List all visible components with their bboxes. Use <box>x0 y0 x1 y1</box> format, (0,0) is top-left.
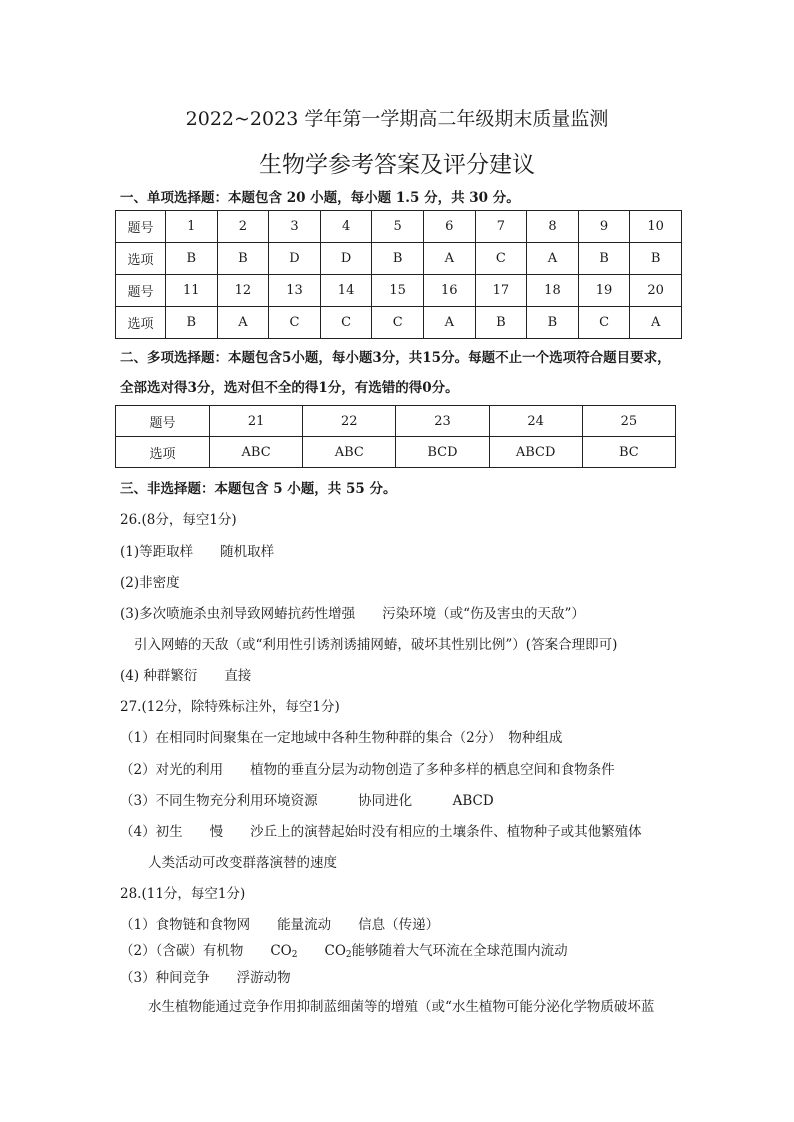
table-cell: A <box>423 243 475 275</box>
table-cell: 14 <box>320 275 372 307</box>
co2-formula: $CO_2$ <box>324 943 352 960</box>
q28-2-suffix: 能够随着大气环流在全球范围内流动 <box>351 943 568 959</box>
table-cell: 9 <box>578 211 630 243</box>
q28-answer-line <box>120 939 568 960</box>
table-cell: 选项 <box>116 307 166 339</box>
table-cell: 8 <box>527 211 579 243</box>
table-cell: BC <box>582 437 675 468</box>
table-cell: B <box>630 243 682 275</box>
q28-answer-line: 水生植物能通过竞争作用抑制蓝细菌等的增殖（或“水生植物可能分泌化学物质破坏蓝 <box>148 999 655 1015</box>
table-cell: B <box>475 307 527 339</box>
section3-heading: 三、非选择题：本题包含 5 小题，共 55 分。 <box>120 481 397 497</box>
table-cell: A <box>423 307 475 339</box>
table-cell: B <box>578 243 630 275</box>
table-cell: C <box>269 307 321 339</box>
table-cell: 12 <box>217 275 269 307</box>
q26-answer-line: 引入网蝽的天敌（或“利用性引诱剂诱捕网蝽，破坏其性别比例”）(答案合理即可) <box>134 637 618 653</box>
table-cell: 19 <box>578 275 630 307</box>
table-cell: B <box>527 307 579 339</box>
table-cell: 23 <box>396 406 489 437</box>
table-cell: B <box>372 243 424 275</box>
table-cell: C <box>320 307 372 339</box>
table-cell: 选项 <box>116 437 210 468</box>
section1-heading: 一、单项选择题：本题包含 20 小题，每小题 1.5 分，共 30 分。 <box>120 190 520 206</box>
table-cell: B <box>166 307 218 339</box>
table-cell: 11 <box>166 275 218 307</box>
table-cell: ABC <box>210 437 303 468</box>
document-subtitle: 生物学参考答案及评分建议 <box>259 152 535 178</box>
table-cell: 题号 <box>116 406 210 437</box>
table-row <box>116 275 682 307</box>
table-cell: 选项 <box>116 243 166 275</box>
table-cell: 5 <box>372 211 424 243</box>
table-cell: A <box>527 243 579 275</box>
table-cell: 24 <box>489 406 582 437</box>
q27-answer-line: （2）对光的利用 植物的垂直分层为动物创造了多种多样的栖息空间和食物条件 <box>120 762 615 778</box>
q26-answer-line: (3)多次喷施杀虫剂导致网蝽抗药性增强 污染环境（或“伤及害虫的天敌”） <box>120 606 585 622</box>
table-cell: B <box>166 243 218 275</box>
table-cell: ABC <box>303 437 396 468</box>
table-cell: D <box>320 243 372 275</box>
table-row <box>116 307 682 339</box>
table-cell: 20 <box>630 275 682 307</box>
q27-answer-line: 人类活动可改变群落演替的速度 <box>148 855 337 871</box>
q28-2-prefix: （2）（含碳）有机物 <box>120 943 271 959</box>
table-row <box>116 406 676 437</box>
q27-header: 27.(12分，除特殊标注外，每空1分) <box>120 699 340 715</box>
table-cell: C <box>372 307 424 339</box>
q27-answer-line: （3）不同生物充分利用环境资源 协同进化 ABCD <box>120 793 494 809</box>
table-cell: 18 <box>527 275 579 307</box>
q28-answer-line: （1）食物链和食物网 能量流动 信息（传递） <box>120 917 440 933</box>
q28-answer-line: （3）种间竞争 浮游动物 <box>120 970 291 986</box>
multiple-choice-answer-table <box>115 405 676 468</box>
table-cell: B <box>217 243 269 275</box>
table-cell: 16 <box>423 275 475 307</box>
table-cell: A <box>630 307 682 339</box>
q26-header: 26.(8分，每空1分) <box>120 512 237 528</box>
document-title: 2022~2023 学年第一学期高二年级期末质量监测 <box>185 108 609 130</box>
q26-answer-line: (4) 种群繁衍 直接 <box>120 668 252 684</box>
table-row <box>116 243 682 275</box>
table-cell: 25 <box>582 406 675 437</box>
table-cell: 6 <box>423 211 475 243</box>
q28-2-gap <box>297 943 324 959</box>
q27-answer-line: （1）在相同时间聚集在一定地域中各种生物种群的集合（2分） 物种组成 <box>120 730 563 746</box>
table-cell: A <box>217 307 269 339</box>
q26-answer-line: (1)等距取样 随机取样 <box>120 544 275 560</box>
table-cell: ABCD <box>489 437 582 468</box>
section2-heading-line2: 全部选对得3分，选对但不全的得1分，有选错的得0分。 <box>120 380 459 396</box>
table-cell: 4 <box>320 211 372 243</box>
co2-formula: $CO_2$ <box>270 943 298 960</box>
q27-answer-line: （4）初生 慢 沙丘上的演替起始时没有相应的土壤条件、植物种子或其他繁殖体 <box>120 824 642 840</box>
table-row <box>116 211 682 243</box>
table-cell: 题号 <box>116 211 166 243</box>
table-cell: 3 <box>269 211 321 243</box>
table-cell: 7 <box>475 211 527 243</box>
q26-answer-line: (2)非密度 <box>120 575 180 591</box>
table-cell: 21 <box>210 406 303 437</box>
table-cell: 13 <box>269 275 321 307</box>
table-cell: 题号 <box>116 275 166 307</box>
table-cell: 15 <box>372 275 424 307</box>
table-cell: 1 <box>166 211 218 243</box>
table-cell: BCD <box>396 437 489 468</box>
table-cell: 17 <box>475 275 527 307</box>
table-cell: 10 <box>630 211 682 243</box>
section2-heading-line1: 二、多项选择题：本题包含5小题，每小题3分，共15分。每题不止一个选项符合题目要求， <box>120 350 671 366</box>
table-cell: C <box>578 307 630 339</box>
q28-header: 28.(11分，每空1分) <box>120 886 246 902</box>
table-cell: 2 <box>217 211 269 243</box>
table-cell: 22 <box>303 406 396 437</box>
table-cell: C <box>475 243 527 275</box>
table-cell: D <box>269 243 321 275</box>
table-row <box>116 437 676 468</box>
single-choice-answer-table <box>115 210 682 339</box>
